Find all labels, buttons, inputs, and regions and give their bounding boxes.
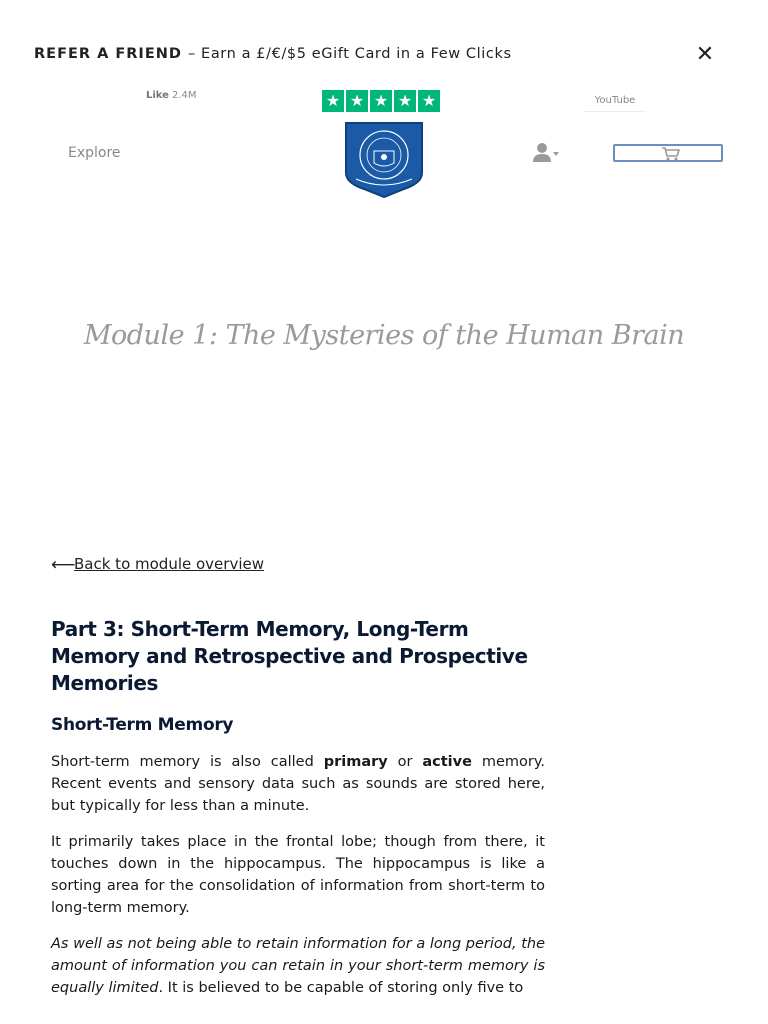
- referral-offer-text[interactable]: – Earn a £/€/$5 eGift Card in a Few Clicks: [188, 46, 512, 62]
- paragraph: [51, 933, 545, 996]
- star-icon: ★: [322, 90, 344, 112]
- facebook-like-count: 2.4M: [171, 90, 197, 101]
- star-icon: ★: [346, 90, 368, 112]
- refer-a-friend-link[interactable]: REFER A FRIEND: [34, 46, 182, 62]
- star-icon: ★: [394, 90, 416, 112]
- facebook-like-widget[interactable]: [146, 90, 197, 101]
- module-title: Module 1: The Mysteries of the Human Brain: [83, 320, 685, 351]
- centre-of-excellence-logo[interactable]: [344, 121, 424, 199]
- italic-text: As well as not being able to retain information for a long period, the amount of information you can retain in your short-term memory is equally limited: [51, 936, 545, 996]
- facebook-like-label: Like: [146, 90, 169, 101]
- text-run: Short-term memory is also called: [51, 754, 324, 770]
- cart-button[interactable]: [613, 144, 723, 162]
- arrow-left-icon: ⟵: [51, 555, 76, 575]
- article-heading: Part 3: Short-Term Memory, Long-Term Memory and Retrospective and Prospective Memories: [51, 617, 528, 695]
- explore-menu-button[interactable]: Explore: [68, 145, 121, 161]
- star-icon: ★: [418, 90, 440, 112]
- paragraph: It primarily takes place in the frontal lobe; though from there, it touches down in the hippocampus. The hippocampus is like a sorting area for the consolidation of information from short-term to long-term memory.: [51, 834, 545, 916]
- text-run: memory. Recent events and sensory data such as sounds are stored here, but typically for less than a minute.: [51, 754, 545, 814]
- trustpilot-rating[interactable]: [322, 90, 440, 112]
- section-heading: Short-Term Memory: [51, 715, 234, 735]
- referral-banner: [0, 38, 768, 72]
- bold-term: active: [422, 754, 472, 770]
- centre-of-excellence-crest-icon: [344, 121, 424, 199]
- text-run: . It is believed to be capable of storing only five to: [158, 980, 524, 996]
- shopping-cart-icon: [661, 146, 681, 162]
- paragraph: [51, 751, 545, 817]
- star-icon: ★: [370, 90, 392, 112]
- close-icon[interactable]: ✕: [695, 42, 715, 67]
- back-link-label: Back to module overview: [74, 555, 264, 573]
- bold-term: primary: [323, 754, 388, 770]
- youtube-subscribe-widget[interactable]: YouTube: [584, 91, 646, 112]
- article-content: [51, 616, 545, 996]
- text-run: or: [387, 754, 423, 770]
- back-to-module-overview-link[interactable]: [51, 555, 264, 575]
- user-account-icon[interactable]: [532, 142, 560, 164]
